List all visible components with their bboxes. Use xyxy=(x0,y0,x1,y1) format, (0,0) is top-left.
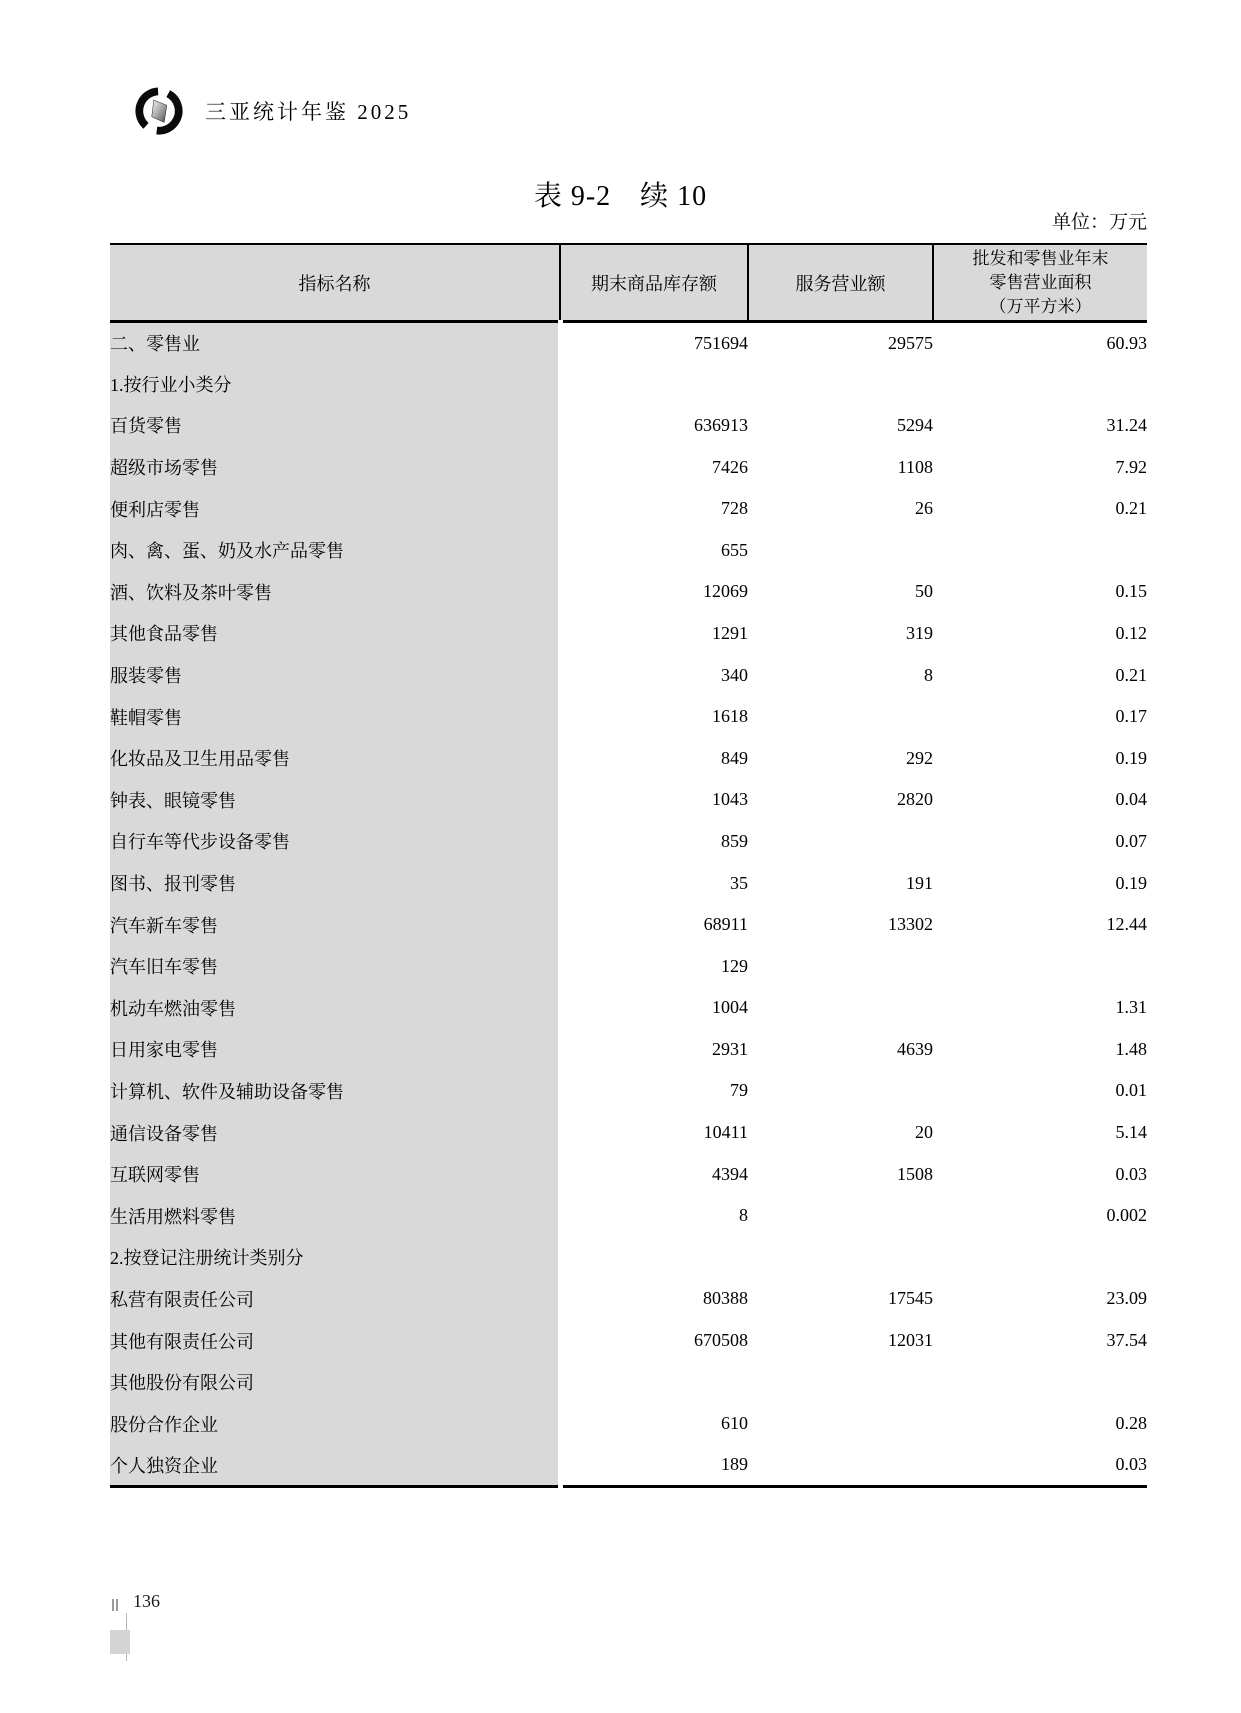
area-cell: 31.24 xyxy=(1106,414,1147,435)
inventory-cell: 129 xyxy=(721,955,748,976)
yearbook-logo-icon xyxy=(133,82,185,140)
inventory-cell: 670508 xyxy=(694,1330,748,1351)
service-cell xyxy=(748,1237,933,1279)
table-row xyxy=(110,945,1147,987)
inventory-cell: 751694 xyxy=(694,332,748,353)
table-row xyxy=(110,1153,1147,1195)
inventory-cell: 7426 xyxy=(712,456,748,477)
area-cell: 12.44 xyxy=(1106,914,1147,935)
table-row xyxy=(110,613,1147,655)
inventory-cell: 1043 xyxy=(712,789,748,810)
area-cell: 1.48 xyxy=(1115,1038,1147,1059)
area-cell: 0.03 xyxy=(933,1445,1147,1487)
area-cell: 0.04 xyxy=(1115,789,1147,810)
statistics-table xyxy=(110,243,1147,1488)
inventory-cell: 2931 xyxy=(712,1038,748,1059)
table-row xyxy=(110,446,1147,488)
inventory-cell: 610 xyxy=(721,1413,748,1434)
area-cell: 0.17 xyxy=(1115,706,1147,727)
page-header xyxy=(133,82,411,140)
column-header-area xyxy=(933,244,1147,322)
service-cell: 12031 xyxy=(888,1330,933,1351)
service-cell: 191 xyxy=(906,872,933,893)
table-row xyxy=(110,696,1147,738)
table-row xyxy=(110,529,1147,571)
table-row xyxy=(110,1070,1147,1112)
footer-marker-bars xyxy=(112,1599,120,1611)
table-row xyxy=(110,1403,1147,1445)
indicator-cell: 汽车旧车零售 xyxy=(110,945,560,987)
service-cell xyxy=(748,363,933,405)
service-cell: 20 xyxy=(915,1122,933,1143)
table-title: 表 9-2 续 10 xyxy=(533,181,708,212)
table-row xyxy=(110,1320,1147,1362)
inventory-cell: 340 xyxy=(721,664,748,685)
column-header-indicator: 指标名称 xyxy=(110,244,560,322)
indicator-cell: 肉、禽、蛋、奶及水产品零售 xyxy=(110,529,560,571)
table-row xyxy=(110,821,1147,863)
table-row xyxy=(110,904,1147,946)
indicator-cell: 二、零售业 xyxy=(110,322,560,364)
table-row xyxy=(110,987,1147,1029)
area-cell: 1.31 xyxy=(1115,997,1147,1018)
service-cell xyxy=(748,1195,933,1237)
indicator-cell: 2.按登记注册统计类别分 xyxy=(110,1237,560,1279)
area-cell: 7.92 xyxy=(1115,456,1147,477)
table-body xyxy=(110,322,1147,1487)
service-cell xyxy=(748,1361,933,1403)
column-header-inventory: 期末商品库存额 xyxy=(560,244,748,322)
inventory-cell: 849 xyxy=(721,747,748,768)
yearbook-title: 三亚统计年鉴 2025 xyxy=(205,100,412,124)
table-row xyxy=(110,488,1147,530)
inventory-cell: 80388 xyxy=(703,1288,748,1309)
inventory-cell: 189 xyxy=(560,1445,748,1487)
indicator-cell: 酒、饮料及茶叶零售 xyxy=(110,571,560,613)
service-cell: 26 xyxy=(915,498,933,519)
area-cell: 0.21 xyxy=(1115,664,1147,685)
service-cell xyxy=(748,1403,933,1445)
service-cell xyxy=(748,945,933,987)
inventory-cell: 4394 xyxy=(712,1163,748,1184)
service-cell: 2820 xyxy=(897,789,933,810)
table-row xyxy=(110,571,1147,613)
area-cell xyxy=(933,945,1147,987)
table-row xyxy=(110,1361,1147,1403)
inventory-cell: 35 xyxy=(730,872,748,893)
inventory-cell xyxy=(560,1361,748,1403)
area-cell: 23.09 xyxy=(1106,1288,1147,1309)
inventory-cell: 8 xyxy=(739,1205,748,1226)
inventory-cell: 859 xyxy=(721,830,748,851)
table-header xyxy=(110,244,1147,322)
table-row xyxy=(110,1195,1147,1237)
indicator-cell: 计算机、软件及辅助设备零售 xyxy=(110,1070,560,1112)
service-cell: 13302 xyxy=(888,914,933,935)
area-cell xyxy=(933,1237,1147,1279)
inventory-cell: 728 xyxy=(721,498,748,519)
indicator-cell: 个人独资企业 xyxy=(110,1445,560,1487)
indicator-cell: 日用家电零售 xyxy=(110,1029,560,1071)
service-cell: 1108 xyxy=(897,456,933,477)
inventory-cell: 636913 xyxy=(694,414,748,435)
indicator-cell: 1.按行业小类分 xyxy=(110,363,560,405)
indicator-cell: 服装零售 xyxy=(110,654,560,696)
column-header-service: 服务营业额 xyxy=(748,244,933,322)
indicator-cell: 其他股份有限公司 xyxy=(110,1361,560,1403)
column-header-area-line3: （万平方米） xyxy=(989,296,1092,316)
indicator-cell: 通信设备零售 xyxy=(110,1112,560,1154)
area-cell: 37.54 xyxy=(1106,1330,1147,1351)
indicator-cell: 超级市场零售 xyxy=(110,446,560,488)
indicator-cell: 互联网零售 xyxy=(110,1153,560,1195)
area-cell: 60.93 xyxy=(1106,332,1147,353)
table-row xyxy=(110,1445,1147,1487)
table-row xyxy=(110,1029,1147,1071)
service-cell: 5294 xyxy=(897,414,933,435)
unit-note: 单位：万元 xyxy=(1051,212,1147,233)
service-cell xyxy=(748,696,933,738)
inventory-cell xyxy=(560,363,748,405)
service-cell: 50 xyxy=(915,581,933,602)
indicator-cell: 钟表、眼镜零售 xyxy=(110,779,560,821)
service-cell xyxy=(748,1445,933,1487)
service-cell xyxy=(748,1070,933,1112)
indicator-cell: 汽车新车零售 xyxy=(110,904,560,946)
table-row xyxy=(110,1278,1147,1320)
table-row xyxy=(110,1112,1147,1154)
area-cell: 0.19 xyxy=(1115,872,1147,893)
area-cell xyxy=(933,529,1147,571)
table-header-row xyxy=(110,244,1147,322)
indicator-cell: 其他食品零售 xyxy=(110,613,560,655)
inventory-cell: 10411 xyxy=(703,1122,748,1143)
area-cell: 0.15 xyxy=(1115,581,1147,602)
inventory-cell xyxy=(560,1237,748,1279)
inventory-cell: 68911 xyxy=(703,914,748,935)
table-row xyxy=(110,1237,1147,1279)
area-cell: 0.28 xyxy=(1115,1413,1147,1434)
area-cell: 0.01 xyxy=(1115,1080,1147,1101)
service-cell: 4639 xyxy=(897,1038,933,1059)
service-cell: 292 xyxy=(906,747,933,768)
column-header-area-line1: 批发和零售业年末 xyxy=(972,248,1109,268)
indicator-cell: 其他有限责任公司 xyxy=(110,1320,560,1362)
table-row xyxy=(110,322,1147,364)
indicator-cell: 便利店零售 xyxy=(110,488,560,530)
area-cell: 0.07 xyxy=(1115,830,1147,851)
table-row xyxy=(110,363,1147,405)
service-cell xyxy=(748,529,933,571)
table-row xyxy=(110,405,1147,447)
inventory-cell: 655 xyxy=(721,539,748,560)
table-row xyxy=(110,862,1147,904)
table-row xyxy=(110,737,1147,779)
table-row xyxy=(110,654,1147,696)
inventory-cell: 1291 xyxy=(712,622,748,643)
inventory-cell: 79 xyxy=(730,1080,748,1101)
column-header-area-line2: 零售营业面积 xyxy=(989,272,1092,292)
area-cell xyxy=(933,1361,1147,1403)
service-cell xyxy=(748,821,933,863)
inventory-cell: 12069 xyxy=(703,581,748,602)
area-cell: 0.002 xyxy=(1106,1205,1147,1226)
table-row xyxy=(110,779,1147,821)
indicator-cell: 鞋帽零售 xyxy=(110,696,560,738)
indicator-cell: 化妆品及卫生用品零售 xyxy=(110,737,560,779)
indicator-cell: 自行车等代步设备零售 xyxy=(110,821,560,863)
inventory-cell: 1618 xyxy=(712,706,748,727)
indicator-cell: 百货零售 xyxy=(110,405,560,447)
area-cell: 0.12 xyxy=(1115,622,1147,643)
area-cell xyxy=(933,363,1147,405)
indicator-cell: 图书、报刊零售 xyxy=(110,862,560,904)
indicator-cell: 股份合作企业 xyxy=(110,1403,560,1445)
inventory-cell: 1004 xyxy=(712,997,748,1018)
service-cell: 17545 xyxy=(888,1288,933,1309)
service-cell: 319 xyxy=(906,622,933,643)
area-cell: 0.03 xyxy=(1115,1163,1147,1184)
service-cell: 1508 xyxy=(897,1163,933,1184)
area-cell: 0.21 xyxy=(1115,498,1147,519)
page-number: 136 xyxy=(133,1591,160,1611)
indicator-cell: 生活用燃料零售 xyxy=(110,1195,560,1237)
footer-thumbnail xyxy=(110,1630,130,1654)
indicator-cell: 私营有限责任公司 xyxy=(110,1278,560,1320)
area-cell: 5.14 xyxy=(1115,1122,1147,1143)
area-cell: 0.19 xyxy=(1115,747,1147,768)
service-cell: 8 xyxy=(924,664,933,685)
indicator-cell: 机动车燃油零售 xyxy=(110,987,560,1029)
service-cell: 29575 xyxy=(888,332,933,353)
service-cell xyxy=(748,987,933,1029)
